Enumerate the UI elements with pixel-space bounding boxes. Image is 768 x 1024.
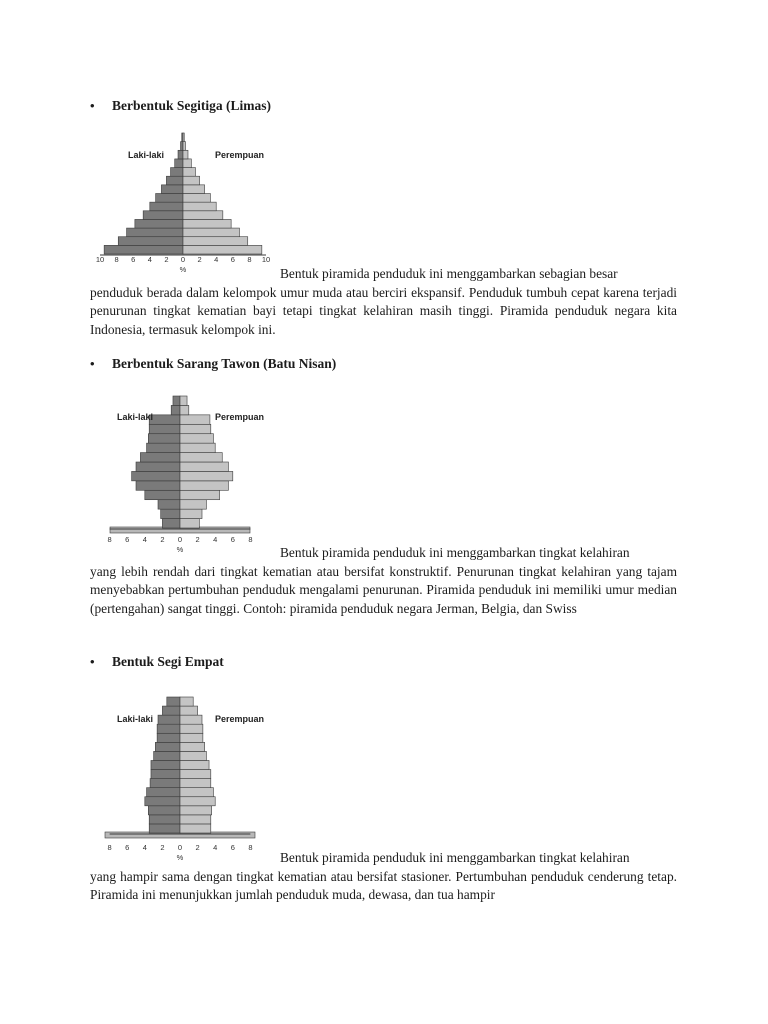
bar-female: [180, 706, 198, 715]
section-3-paragraph-first-line: Bentuk piramida penduduk ini menggambarkan tingkat kelahiran: [280, 850, 630, 865]
tick-label: 8: [247, 255, 252, 264]
bar-male: [167, 697, 180, 706]
bar-male: [148, 806, 180, 815]
bar-male: [155, 742, 180, 751]
bar-female: [180, 715, 202, 724]
tick-label: 4: [142, 843, 147, 852]
bar-female: [180, 788, 213, 797]
tick-label: 6: [230, 535, 235, 544]
tick-label: 4: [147, 255, 152, 264]
tick-label: 2: [160, 535, 165, 544]
section-1-paragraph-body: penduduk berada dalam kelompok umur muda atau berciri ekspansif. Penduduk tumbuh cepat karena terjadi penurunan tingkat kematian bayi tetapi tingkat kelahiran masih tinggi. Piramida penduduk negara kita Indonesia, termasuk kelompok ini.: [90, 284, 677, 337]
tick-label: 6: [230, 255, 235, 264]
tick-label: 2: [195, 843, 200, 852]
legend-male-label: Laki-laki: [127, 150, 165, 160]
bar-female: [180, 779, 211, 788]
axis-unit-label: %: [176, 853, 184, 862]
bar-male: [151, 770, 180, 779]
bar-female: [180, 797, 215, 806]
legend-female-label: Perempuan: [215, 714, 265, 724]
bullet-icon: •: [90, 654, 95, 669]
tick-label: 0: [177, 843, 183, 852]
bar-female: [180, 760, 209, 769]
tick-label: 8: [248, 535, 253, 544]
bar-male: [158, 715, 180, 724]
tick-label: 10: [95, 255, 105, 264]
tick-label: 0: [177, 535, 183, 544]
tick-label: 6: [131, 255, 136, 264]
tick-label: 2: [164, 255, 169, 264]
bar-female: [180, 824, 211, 833]
bullet-icon: •: [90, 356, 95, 371]
axis-unit-label: %: [179, 265, 187, 274]
bar-male: [157, 733, 180, 742]
bar-female: [180, 806, 212, 815]
bar-female: [180, 733, 203, 742]
section-1-heading-text: Berbentuk Segitiga (Limas): [112, 98, 272, 113]
section-2-paragraph-first-line: Bentuk piramida penduduk ini menggambarkan tingkat kelahiran: [280, 545, 630, 560]
bar-male: [145, 797, 180, 806]
tick-label: 4: [214, 255, 219, 264]
tick-label: 8: [248, 843, 253, 852]
tick-label: 8: [107, 843, 112, 852]
tick-label: 2: [160, 843, 165, 852]
section-2-heading-text: Berbentuk Sarang Tawon (Batu Nisan): [112, 356, 337, 371]
tick-label: 4: [213, 843, 218, 852]
bar-male: [151, 760, 180, 769]
tick-label: 8: [107, 535, 112, 544]
section-3-paragraph-body: yang hampir sama dengan tingkat kematian atau bersifat stasioner. Pertumbuhan penduduk cenderung tetap. Piramida ini menunjukkan jumlah penduduk muda, dewasa, dan tua hampir: [90, 868, 677, 902]
tick-label: 10: [261, 255, 271, 264]
bar-female: [180, 724, 203, 733]
tick-label: 6: [230, 843, 235, 852]
legend-female-label: Perempuan: [215, 412, 265, 422]
legend-male-label: Laki-laki: [117, 412, 154, 422]
tick-label: 2: [195, 535, 200, 544]
tick-label: 6: [125, 535, 130, 544]
tick-label: 8: [114, 255, 119, 264]
tick-label: 2: [197, 255, 202, 264]
section-3-heading-text: Bentuk Segi Empat: [112, 654, 224, 669]
section-1-paragraph-first-line: Bentuk piramida penduduk ini menggambarkan sebagian besar: [280, 266, 618, 281]
section-3-paragraph: [90, 849, 677, 905]
bar-male: [149, 815, 180, 824]
legend-male-label: Laki-laki: [117, 714, 154, 724]
axis-unit-label: %: [176, 545, 184, 554]
bar-male: [154, 751, 180, 760]
bar-female: [180, 697, 193, 706]
section-2-paragraph-body: yang lebih rendah dari tingkat kematian atau bersifat konstruktif. Penurunan tingkat kelahiran yang tajam menyebabkan pertumbuhan penduduk mengalami penurunan. Piramida penduduk ini memiliki umur median (pertengahan) sangat tinggi. Contoh: piramida penduduk negara Jerman, Belgia, dan Swiss: [90, 563, 677, 616]
tick-label: 4: [142, 535, 147, 544]
bar-male: [147, 788, 180, 797]
bar-female: [180, 751, 206, 760]
tick-label: 4: [213, 535, 218, 544]
tick-label: 0: [180, 255, 186, 264]
legend-female-label: Perempuan: [215, 150, 265, 160]
tick-label: 6: [125, 843, 130, 852]
bullet-icon: •: [90, 98, 95, 113]
bar-male: [149, 824, 180, 833]
bar-female: [180, 742, 205, 751]
bar-male: [150, 779, 180, 788]
bar-female: [180, 770, 211, 779]
bar-male: [157, 724, 180, 733]
bar-female: [180, 815, 211, 824]
bar-male: [162, 706, 180, 715]
